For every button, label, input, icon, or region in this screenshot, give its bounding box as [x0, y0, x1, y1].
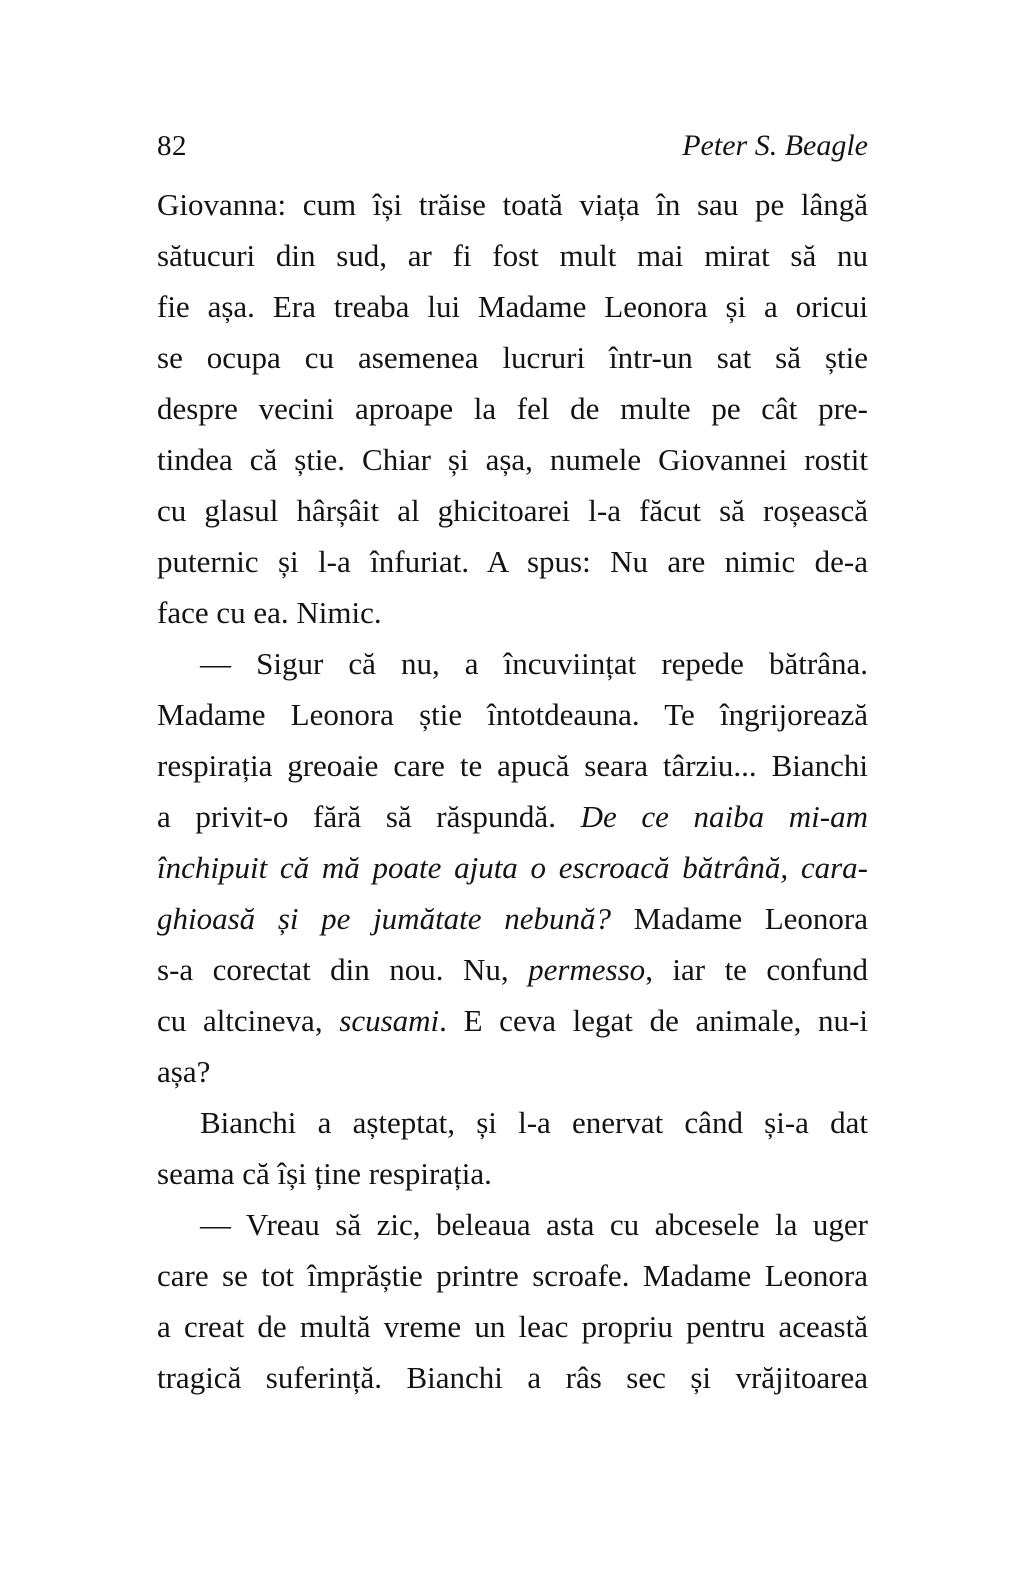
text-line [157, 944, 868, 995]
text-segment: sătucuri din sud, ar fi fost mult mai mirat să nu [157, 238, 868, 273]
italic-text-segment: De ce naiba mi-am [580, 799, 868, 834]
text-segment: fie așa. Era treaba lui Madame Leonora și a oricui [157, 289, 868, 324]
text-segment: , iar te confund [645, 952, 868, 987]
italic-text-segment: închipuit că mă poate ajuta o escroacă bătrână, cara- [157, 850, 868, 885]
text-line [157, 179, 868, 230]
text-line [157, 740, 868, 791]
text-segment: seama că își ține respirația. [157, 1156, 492, 1191]
text-line [157, 281, 868, 332]
text-line [157, 791, 868, 842]
running-header-author: Peter S. Beagle [682, 129, 868, 162]
text-segment: tindea că știe. Chiar și așa, numele Giovannei rostit [157, 442, 868, 477]
page-header [157, 128, 868, 164]
text-line [157, 485, 868, 536]
text-line [157, 434, 868, 485]
text-line [157, 1046, 868, 1097]
text-line [157, 1148, 868, 1199]
text-line [157, 332, 868, 383]
text-segment: care se tot împrăștie printre scroafe. Madame Leonora [157, 1258, 868, 1293]
text-segment: despre vecini aproape la fel de multe pe cât pre- [157, 391, 868, 426]
text-line [157, 995, 868, 1046]
italic-text-segment: permesso [528, 952, 646, 987]
text-line [157, 587, 868, 638]
text-line [157, 638, 868, 689]
text-line [157, 1199, 868, 1250]
text-segment: cu glasul hârșâit al ghicitoarei l-a făcut să roșească [157, 493, 868, 528]
text-segment: Giovanna: cum își trăise toată viața în sau pe lângă [157, 187, 868, 222]
text-segment: așa? [157, 1054, 211, 1089]
text-segment: Bianchi a așteptat, și l-a enervat când și-a dat [200, 1105, 868, 1140]
text-line [157, 536, 868, 587]
text-segment: puternic și l-a înfuriat. A spus: Nu are nimic de-a [157, 544, 868, 579]
text-segment: cu altcineva, [157, 1003, 340, 1038]
italic-text-segment: scusami [339, 1003, 440, 1038]
italic-text-segment: ghioasă și pe jumătate nebună? [157, 901, 611, 936]
text-line [157, 230, 868, 281]
text-line [157, 893, 868, 944]
text-segment: Madame Leonora [610, 901, 869, 936]
text-segment: — Vreau să zic, beleaua asta cu abcesele la uger [200, 1207, 868, 1242]
text-segment: . E ceva legat de animale, nu-i [439, 1003, 868, 1038]
text-segment: respirația greoaie care te apucă seara târziu... Bianchi [157, 748, 868, 783]
text-segment: s-a corectat din nou. Nu, [157, 952, 529, 987]
text-segment: tragică suferință. Bianchi a râs sec și vrăjitoarea [157, 1360, 868, 1395]
text-line [157, 1250, 868, 1301]
text-segment: a privit-o fără să răspundă. [157, 799, 581, 834]
page-number: 82 [157, 130, 187, 162]
text-line [157, 689, 868, 740]
text-segment: Madame Leonora știe întotdeauna. Te îngrijorează [157, 697, 868, 732]
body-text [157, 179, 868, 1403]
text-line [157, 1097, 868, 1148]
text-segment: se ocupa cu asemenea lucruri într-un sat să știe [157, 340, 868, 375]
text-line [157, 1301, 868, 1352]
text-line [157, 842, 868, 893]
text-line [157, 383, 868, 434]
text-line [157, 1352, 868, 1403]
text-segment: face cu ea. Nimic. [157, 595, 382, 630]
text-segment: — Sigur că nu, a încuviințat repede bătrâna. [200, 646, 868, 681]
text-segment: a creat de multă vreme un leac propriu pentru această [157, 1309, 868, 1344]
